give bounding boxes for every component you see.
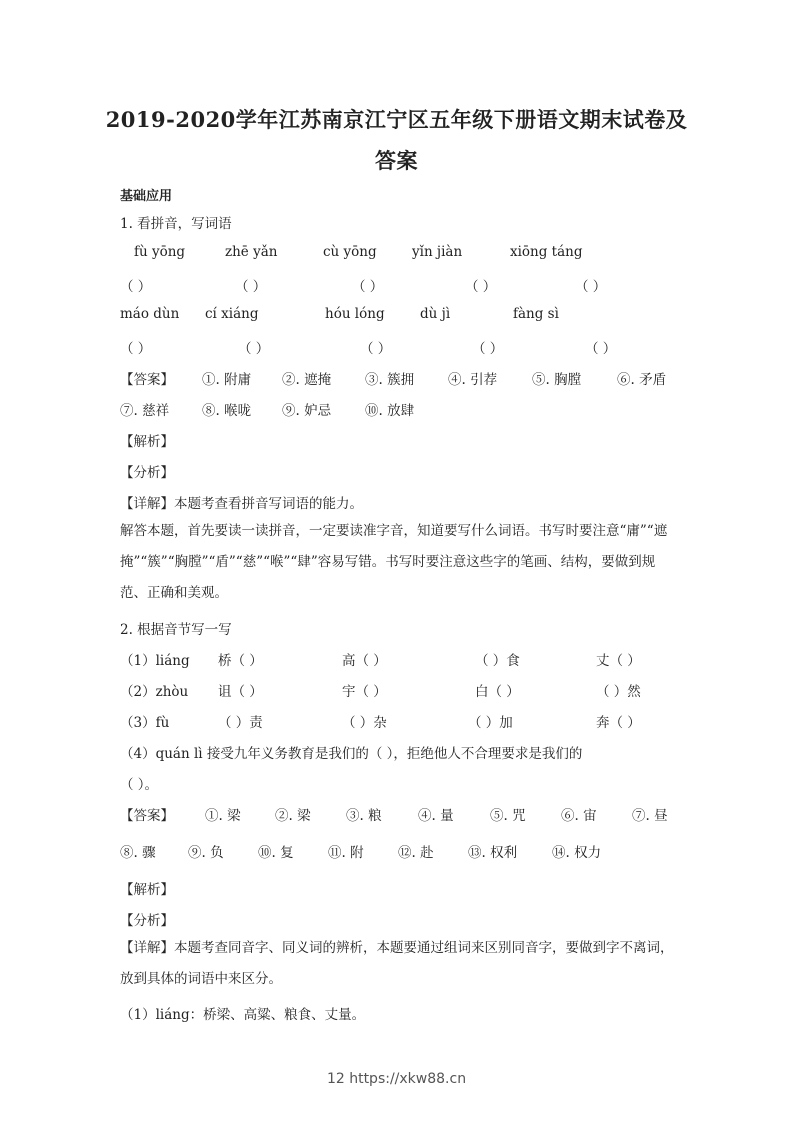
answer-item: ⑤. 胸膛	[532, 372, 582, 388]
q2-cell: （3）fù	[120, 715, 170, 731]
answer-item: ⑧. 骤	[120, 845, 156, 861]
answer-blank: （ ）	[238, 341, 270, 357]
answer-item: ④. 引荐	[448, 372, 498, 388]
q1-answer-row-2	[120, 399, 680, 419]
pinyin: cí xiáng	[205, 306, 259, 322]
pinyin: xiōng táng	[510, 244, 583, 260]
q2-cell: （ ）然	[596, 684, 641, 700]
q2-cell: 白（ ）	[475, 684, 520, 700]
answer-item: ⑪. 附	[328, 845, 364, 861]
section-heading: 基础应用	[120, 189, 173, 204]
answer-item: ⑬. 权利	[468, 845, 518, 861]
answer-item: ⑧. 喉咙	[202, 403, 252, 419]
pinyin: dù jì	[420, 306, 451, 322]
q2-row-1	[120, 649, 680, 667]
answer-item: ①. 梁	[205, 808, 241, 824]
answer-blank: （ ）	[360, 341, 392, 357]
q2-prompt: 2. 根据音节写一写	[120, 622, 232, 638]
q2-fenxi: 【分析】	[120, 913, 174, 929]
page-title-line2: 答案	[375, 148, 418, 173]
answer-blank: （ ）	[235, 279, 267, 295]
q2-detail-line: （1）liáng：桥梁、高粱、粮食、丈量。	[120, 1007, 366, 1023]
q1-fenxi: 【分析】	[120, 465, 174, 481]
answer-item: ②. 梁	[275, 808, 311, 824]
q2-cell: （ ）杂	[342, 715, 387, 731]
page-title: 2019-2020学年江苏南京江宁区五年级下册语文期末试卷及	[105, 107, 688, 132]
q2-row-3	[120, 711, 680, 729]
answer-blank: （ ）	[352, 279, 384, 295]
page-footer: 12 https://xkw88.cn	[326, 1071, 467, 1087]
answer-item: ⑥. 宙	[561, 808, 597, 824]
answer-item: ②. 遮掩	[282, 372, 332, 388]
answer-item: ⑩. 复	[258, 845, 294, 861]
q2-cell: 诅（ ）	[218, 684, 263, 700]
pinyin: fàng sì	[513, 306, 559, 322]
q1-bracket-row-2	[120, 337, 680, 355]
q2-answer-row-2	[120, 841, 680, 861]
answer-blank: （ ）	[585, 341, 617, 357]
answer-item: ⑥. 矛盾	[617, 372, 667, 388]
q1-explanation: 解答本题，首先要读一读拼音，一定要读准字音，知道要写什么词语。书写时要注意“庸”“遮掩”“簇”“胸膛”“盾”“慈”“喉”“肆”容易写错。书写时要注意这些字的笔画、结构，要做到规范、正确和美观。	[120, 523, 668, 601]
q2-cell: （ ）食	[475, 653, 520, 669]
q2-cell: 高（ ）	[342, 653, 387, 669]
answer-item: ③. 簇拥	[365, 372, 415, 388]
q1-bracket-row-1	[120, 275, 680, 293]
pinyin: hóu lóng	[325, 306, 385, 322]
q2-cell: （ ）加	[468, 715, 513, 731]
answer-blank: （ ）	[472, 341, 504, 357]
q1-detail: 【详解】本题考查看拼音写词语的能力。	[120, 496, 363, 512]
q2-jiexi: 【解析】	[120, 882, 174, 898]
q1-pinyin-row-1	[120, 244, 680, 262]
answer-label: 【答案】	[120, 372, 174, 388]
q2-cell: 桥（ ）	[218, 653, 263, 669]
q2-cell: （2）zhòu	[120, 684, 189, 700]
answer-item: ④. 量	[418, 808, 454, 824]
q1-jiexi: 【解析】	[120, 434, 174, 450]
q2-row-4-continued: （ ）。	[120, 777, 159, 793]
answer-blank: （ ）	[465, 279, 497, 295]
answer-item: ⑤. 咒	[490, 808, 526, 824]
q2-cell: （1）liáng	[120, 653, 190, 669]
pinyin: zhē yǎn	[225, 244, 278, 260]
answer-item: ⑦. 慈祥	[120, 403, 170, 419]
answer-item: ⑫. 赴	[398, 845, 434, 861]
answer-item: ⑭. 权力	[552, 845, 602, 861]
answer-item: ①. 附庸	[202, 372, 252, 388]
answer-item: ③. 粮	[346, 808, 382, 824]
answer-blank: （ ）	[575, 279, 607, 295]
answer-blank: （ ）	[120, 279, 152, 295]
answer-label: 【答案】	[120, 808, 174, 824]
q2-cell: 宇（ ）	[342, 684, 387, 700]
answer-item: ⑨. 负	[188, 845, 224, 861]
q2-row-4: （4）quán lì 接受九年义务教育是我们的（ ），拒绝他人不合理要求是我们的	[120, 746, 583, 762]
pinyin: cù yōng	[323, 244, 377, 260]
answer-blank: （ ）	[120, 341, 152, 357]
pinyin: yǐn jiàn	[412, 244, 463, 260]
q2-cell: 奔（ ）	[596, 715, 641, 731]
q2-explanation: 【详解】本题考查同音字、同义词的辨析，本题要通过组词来区别同音字，要做到字不离词，放到具体的词语中来区分。	[120, 940, 674, 987]
q2-cell: （ ）责	[218, 715, 263, 731]
q2-cell: 丈（ ）	[596, 653, 641, 669]
q1-prompt: 1. 看拼音，写词语	[120, 216, 232, 232]
answer-item: ⑩. 放肆	[365, 403, 415, 419]
answer-item: ⑨. 妒忌	[282, 403, 332, 419]
q1-answer-row-1	[120, 368, 680, 388]
pinyin: fù yōng	[134, 244, 186, 260]
q2-answer-row-1	[120, 804, 680, 824]
pinyin: máo dùn	[120, 306, 180, 322]
answer-item: ⑦. 昼	[632, 808, 668, 824]
q2-row-2	[120, 680, 680, 698]
q1-pinyin-row-2	[120, 306, 680, 324]
